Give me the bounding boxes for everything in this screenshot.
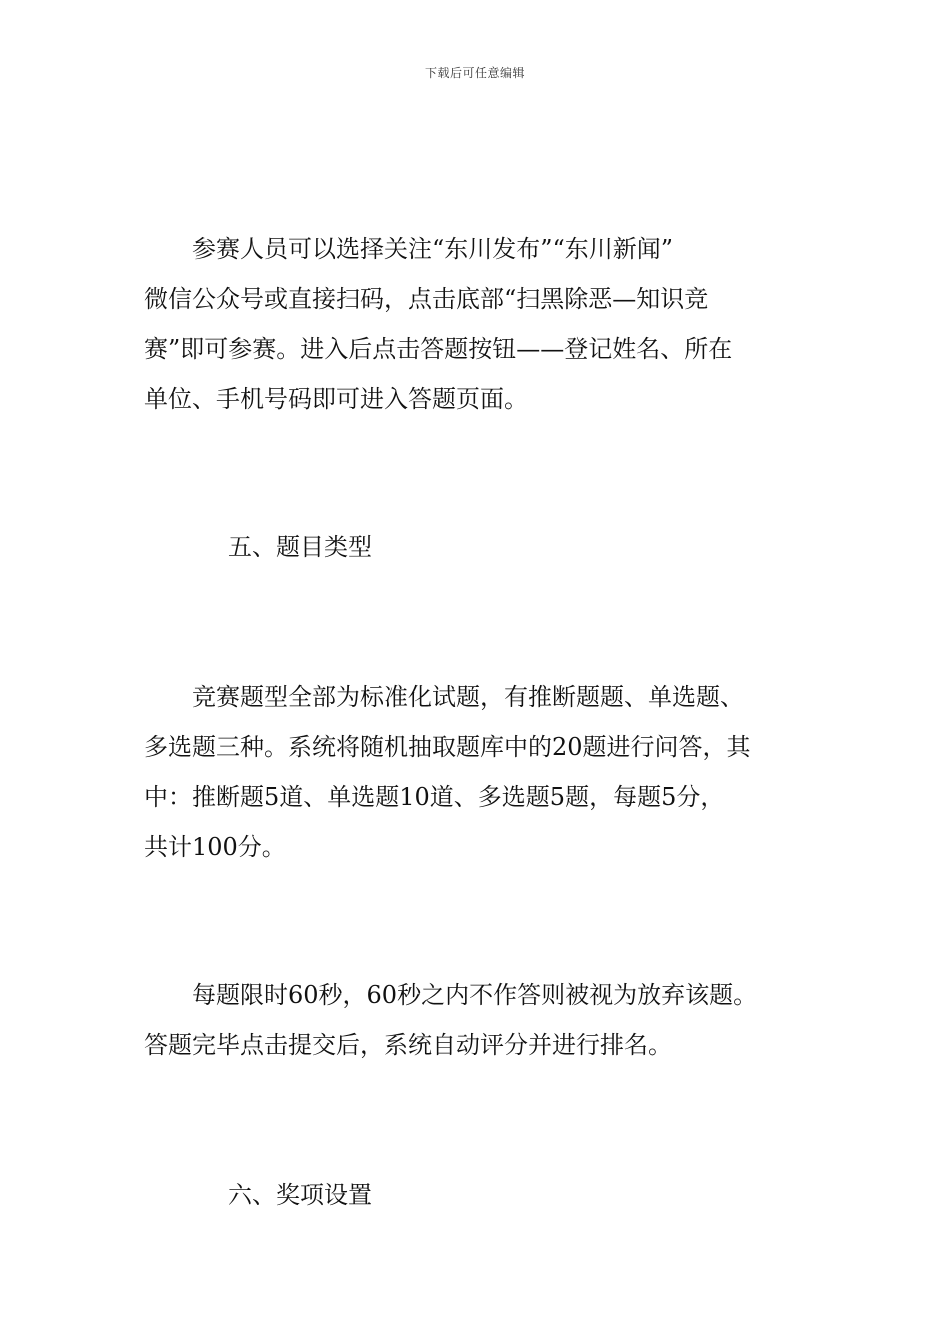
- paragraph-time-limit: [144, 970, 757, 1070]
- paragraph-line: 答题完毕点击提交后，系统自动评分并进行排名。: [144, 1031, 672, 1059]
- paragraph-line: 多选题三种。系统将随机抽取题库中的20题进行问答，其: [144, 733, 751, 761]
- paragraph-participation: [144, 224, 732, 424]
- paragraph-line: 每题限时60秒，60秒之内不作答则被视为放弃该题。: [192, 981, 758, 1009]
- paragraph-line: 中：推断题5道、单选题10道、多选题5题，每题5分，: [144, 783, 725, 811]
- paragraph-question-format: [144, 672, 751, 872]
- paragraph-line: 微信公众号或直接扫码，点击底部“扫黑除恶—知识竞: [144, 285, 709, 313]
- section-heading-question-types: 五、题目类型: [228, 533, 372, 561]
- paragraph-line: 单位、手机号码即可进入答题页面。: [144, 385, 528, 413]
- paragraph-line: 竞赛题型全部为标准化试题，有推断题题、单选题、: [192, 683, 744, 711]
- paragraph-line: 参赛人员可以选择关注“东川发布”“东川新闻”: [192, 235, 674, 263]
- paragraph-line: 共计100分。: [144, 833, 286, 861]
- page-header: 下载后可任意编辑: [424, 66, 525, 80]
- paragraph-line: 赛”即可参赛。进入后点击答题按钮——登记姓名、所在: [144, 335, 733, 363]
- section-heading-awards: 六、奖项设置: [228, 1181, 372, 1209]
